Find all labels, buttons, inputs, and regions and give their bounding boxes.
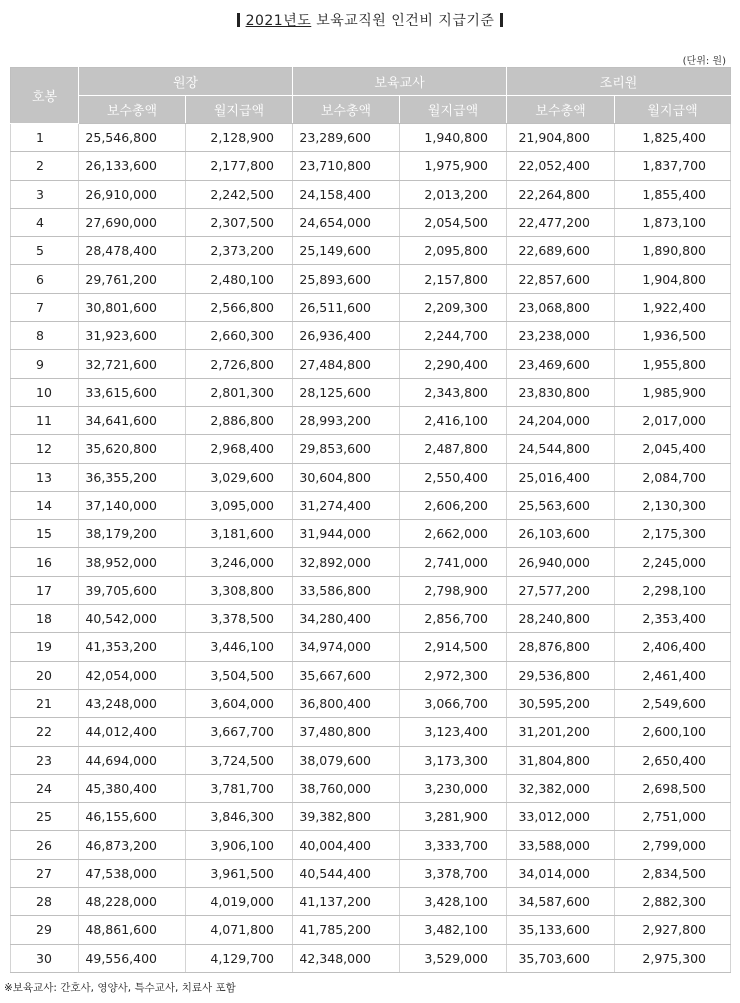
cell-director-total: 34,641,600 (79, 406, 186, 434)
cell-director-total: 47,538,000 (79, 859, 186, 887)
cell-teacher-total: 37,480,800 (293, 718, 400, 746)
cell-director-total: 44,012,400 (79, 718, 186, 746)
cell-hobong: 2 (11, 152, 79, 180)
cell-teacher-total: 24,654,000 (293, 208, 400, 236)
cell-director-monthly: 3,095,000 (186, 491, 293, 519)
cell-teacher-total: 38,760,000 (293, 774, 400, 802)
cell-cook-monthly: 2,175,300 (615, 520, 731, 548)
header-director-total: 보수총액 (79, 96, 186, 124)
cell-director-monthly: 3,446,100 (186, 633, 293, 661)
cell-director-monthly: 3,029,600 (186, 463, 293, 491)
cell-cook-total: 34,587,600 (507, 888, 615, 916)
cell-hobong: 15 (11, 520, 79, 548)
cell-teacher-monthly: 2,416,100 (400, 406, 507, 434)
cell-director-total: 43,248,000 (79, 689, 186, 717)
cell-cook-monthly: 2,298,100 (615, 576, 731, 604)
cell-hobong: 21 (11, 689, 79, 717)
cell-director-total: 40,542,000 (79, 605, 186, 633)
cell-cook-monthly: 1,904,800 (615, 265, 731, 293)
table-row (11, 633, 731, 661)
cell-cook-total: 21,904,800 (507, 124, 615, 152)
title-bar-right (500, 13, 503, 27)
table-row (11, 124, 731, 152)
cell-teacher-monthly: 2,606,200 (400, 491, 507, 519)
cell-teacher-total: 30,604,800 (293, 463, 400, 491)
cell-director-total: 38,179,200 (79, 520, 186, 548)
cell-director-monthly: 2,480,100 (186, 265, 293, 293)
title-text: 보육교직원 인건비 지급기준 (311, 13, 495, 29)
cell-hobong: 9 (11, 350, 79, 378)
cell-teacher-monthly: 3,529,000 (400, 944, 507, 972)
cell-hobong: 3 (11, 180, 79, 208)
cell-teacher-total: 23,710,800 (293, 152, 400, 180)
cell-hobong: 11 (11, 406, 79, 434)
table-row (11, 463, 731, 491)
cell-teacher-total: 41,785,200 (293, 916, 400, 944)
table-row (11, 208, 731, 236)
cell-teacher-total: 23,289,600 (293, 124, 400, 152)
cell-director-total: 32,721,600 (79, 350, 186, 378)
table-header (11, 68, 731, 124)
cell-cook-monthly: 2,549,600 (615, 689, 731, 717)
cell-cook-total: 27,577,200 (507, 576, 615, 604)
table-row (11, 378, 731, 406)
cell-teacher-monthly: 2,290,400 (400, 350, 507, 378)
header-teacher-monthly: 월지급액 (400, 96, 507, 124)
cell-director-monthly: 2,566,800 (186, 293, 293, 321)
cell-teacher-total: 35,667,600 (293, 661, 400, 689)
cell-cook-monthly: 2,975,300 (615, 944, 731, 972)
cell-director-monthly: 3,246,000 (186, 548, 293, 576)
cell-cook-monthly: 2,882,300 (615, 888, 731, 916)
cell-director-monthly: 3,604,000 (186, 689, 293, 717)
cell-teacher-monthly: 1,975,900 (400, 152, 507, 180)
table-row (11, 689, 731, 717)
cell-teacher-monthly: 2,798,900 (400, 576, 507, 604)
cell-director-total: 36,355,200 (79, 463, 186, 491)
cell-cook-monthly: 1,825,400 (615, 124, 731, 152)
cell-cook-total: 22,477,200 (507, 208, 615, 236)
cell-teacher-total: 39,382,800 (293, 803, 400, 831)
cell-cook-total: 23,068,800 (507, 293, 615, 321)
page-title (0, 10, 740, 30)
cell-director-monthly: 3,846,300 (186, 803, 293, 831)
table-row (11, 605, 731, 633)
cell-director-total: 45,380,400 (79, 774, 186, 802)
cell-cook-total: 30,595,200 (507, 689, 615, 717)
cell-teacher-monthly: 3,333,700 (400, 831, 507, 859)
cell-teacher-monthly: 2,741,000 (400, 548, 507, 576)
cell-cook-monthly: 2,698,500 (615, 774, 731, 802)
cell-cook-total: 35,133,600 (507, 916, 615, 944)
cell-teacher-total: 27,484,800 (293, 350, 400, 378)
cell-director-monthly: 3,378,500 (186, 605, 293, 633)
cell-cook-monthly: 2,084,700 (615, 463, 731, 491)
cell-teacher-monthly: 2,095,800 (400, 237, 507, 265)
cell-teacher-total: 31,944,000 (293, 520, 400, 548)
cell-cook-monthly: 2,245,000 (615, 548, 731, 576)
cell-teacher-monthly: 2,662,000 (400, 520, 507, 548)
cell-cook-monthly: 2,017,000 (615, 406, 731, 434)
cell-teacher-monthly: 2,343,800 (400, 378, 507, 406)
cell-cook-total: 22,689,600 (507, 237, 615, 265)
cell-teacher-monthly: 3,281,900 (400, 803, 507, 831)
cell-hobong: 5 (11, 237, 79, 265)
cell-cook-total: 25,016,400 (507, 463, 615, 491)
cell-hobong: 24 (11, 774, 79, 802)
cell-hobong: 13 (11, 463, 79, 491)
cell-cook-monthly: 1,855,400 (615, 180, 731, 208)
cell-cook-total: 33,588,000 (507, 831, 615, 859)
cell-teacher-monthly: 3,482,100 (400, 916, 507, 944)
cell-hobong: 23 (11, 746, 79, 774)
cell-hobong: 8 (11, 322, 79, 350)
cell-teacher-monthly: 2,550,400 (400, 463, 507, 491)
header-director-monthly: 월지급액 (186, 96, 293, 124)
table-row (11, 774, 731, 802)
cell-cook-monthly: 2,834,500 (615, 859, 731, 887)
cell-director-monthly: 2,726,800 (186, 350, 293, 378)
cell-hobong: 22 (11, 718, 79, 746)
cell-teacher-total: 25,893,600 (293, 265, 400, 293)
cell-director-monthly: 4,071,800 (186, 916, 293, 944)
cell-cook-total: 28,240,800 (507, 605, 615, 633)
cell-director-total: 41,353,200 (79, 633, 186, 661)
cell-teacher-total: 36,800,400 (293, 689, 400, 717)
cell-cook-total: 22,857,600 (507, 265, 615, 293)
cell-director-total: 46,873,200 (79, 831, 186, 859)
cell-director-monthly: 2,242,500 (186, 180, 293, 208)
cell-director-total: 35,620,800 (79, 435, 186, 463)
cell-hobong: 25 (11, 803, 79, 831)
cell-director-total: 48,228,000 (79, 888, 186, 916)
cell-hobong: 26 (11, 831, 79, 859)
cell-director-monthly: 3,504,500 (186, 661, 293, 689)
cell-director-total: 30,801,600 (79, 293, 186, 321)
cell-cook-total: 35,703,600 (507, 944, 615, 972)
cell-director-monthly: 2,128,900 (186, 124, 293, 152)
cell-cook-monthly: 1,873,100 (615, 208, 731, 236)
cell-director-total: 31,923,600 (79, 322, 186, 350)
cell-teacher-total: 38,079,600 (293, 746, 400, 774)
title-bar-left (237, 13, 240, 27)
cell-hobong: 28 (11, 888, 79, 916)
cell-director-monthly: 2,886,800 (186, 406, 293, 434)
cell-cook-monthly: 1,837,700 (615, 152, 731, 180)
cell-director-total: 37,140,000 (79, 491, 186, 519)
cell-teacher-total: 42,348,000 (293, 944, 400, 972)
cell-director-monthly: 3,906,100 (186, 831, 293, 859)
cell-director-monthly: 2,307,500 (186, 208, 293, 236)
cell-cook-monthly: 1,985,900 (615, 378, 731, 406)
table-row (11, 520, 731, 548)
cell-hobong: 29 (11, 916, 79, 944)
cell-director-total: 38,952,000 (79, 548, 186, 576)
cell-teacher-monthly: 2,157,800 (400, 265, 507, 293)
cell-director-total: 26,133,600 (79, 152, 186, 180)
cell-cook-total: 26,103,600 (507, 520, 615, 548)
cell-teacher-total: 24,158,400 (293, 180, 400, 208)
cell-director-total: 44,694,000 (79, 746, 186, 774)
table-row (11, 406, 731, 434)
cell-cook-monthly: 2,130,300 (615, 491, 731, 519)
cell-director-monthly: 2,373,200 (186, 237, 293, 265)
table-row (11, 237, 731, 265)
title-year: 2021년도 (245, 13, 312, 29)
header-cook-monthly: 월지급액 (615, 96, 731, 124)
cell-director-total: 48,861,600 (79, 916, 186, 944)
header-hobong: 호봉 (11, 68, 79, 124)
cell-teacher-monthly: 3,378,700 (400, 859, 507, 887)
cell-cook-total: 28,876,800 (507, 633, 615, 661)
cell-hobong: 19 (11, 633, 79, 661)
cell-director-total: 46,155,600 (79, 803, 186, 831)
cell-cook-total: 23,469,600 (507, 350, 615, 378)
cell-teacher-monthly: 2,244,700 (400, 322, 507, 350)
cell-teacher-monthly: 3,428,100 (400, 888, 507, 916)
cell-cook-monthly: 1,890,800 (615, 237, 731, 265)
cell-cook-total: 22,264,800 (507, 180, 615, 208)
cell-cook-total: 31,201,200 (507, 718, 615, 746)
cell-hobong: 12 (11, 435, 79, 463)
cell-cook-monthly: 2,927,800 (615, 916, 731, 944)
cell-cook-total: 26,940,000 (507, 548, 615, 576)
table-row (11, 491, 731, 519)
cell-cook-total: 24,204,000 (507, 406, 615, 434)
cell-teacher-monthly: 3,173,300 (400, 746, 507, 774)
table-row (11, 803, 731, 831)
cell-cook-monthly: 2,353,400 (615, 605, 731, 633)
cell-teacher-total: 28,125,600 (293, 378, 400, 406)
cell-director-monthly: 2,968,400 (186, 435, 293, 463)
cell-director-total: 29,761,200 (79, 265, 186, 293)
cell-hobong: 17 (11, 576, 79, 604)
cell-teacher-monthly: 2,209,300 (400, 293, 507, 321)
table-row (11, 293, 731, 321)
table-row (11, 859, 731, 887)
cell-cook-monthly: 1,936,500 (615, 322, 731, 350)
cell-hobong: 16 (11, 548, 79, 576)
cell-teacher-total: 40,544,400 (293, 859, 400, 887)
table-row (11, 831, 731, 859)
cell-cook-monthly: 2,799,000 (615, 831, 731, 859)
table-row (11, 746, 731, 774)
cell-hobong: 14 (11, 491, 79, 519)
cell-cook-total: 31,804,800 (507, 746, 615, 774)
cell-cook-total: 24,544,800 (507, 435, 615, 463)
cell-cook-monthly: 2,461,400 (615, 661, 731, 689)
header-group-cook: 조리원 (507, 68, 731, 96)
cell-hobong: 4 (11, 208, 79, 236)
cell-cook-total: 22,052,400 (507, 152, 615, 180)
cell-director-monthly: 3,667,700 (186, 718, 293, 746)
cell-hobong: 1 (11, 124, 79, 152)
table-body (11, 124, 731, 973)
cell-teacher-total: 28,993,200 (293, 406, 400, 434)
cell-director-monthly: 2,660,300 (186, 322, 293, 350)
cell-director-monthly: 3,781,700 (186, 774, 293, 802)
table-row (11, 180, 731, 208)
table-row (11, 435, 731, 463)
cell-teacher-total: 34,974,000 (293, 633, 400, 661)
cell-hobong: 30 (11, 944, 79, 972)
cell-cook-total: 33,012,000 (507, 803, 615, 831)
cell-hobong: 7 (11, 293, 79, 321)
cell-hobong: 20 (11, 661, 79, 689)
cell-teacher-total: 31,274,400 (293, 491, 400, 519)
cell-cook-total: 34,014,000 (507, 859, 615, 887)
cell-teacher-total: 34,280,400 (293, 605, 400, 633)
cell-teacher-total: 32,892,000 (293, 548, 400, 576)
table-row (11, 916, 731, 944)
cell-teacher-monthly: 2,487,800 (400, 435, 507, 463)
table-row (11, 322, 731, 350)
table-row (11, 888, 731, 916)
header-group-director: 원장 (79, 68, 293, 96)
cell-cook-total: 23,830,800 (507, 378, 615, 406)
cell-cook-monthly: 2,045,400 (615, 435, 731, 463)
cell-teacher-total: 29,853,600 (293, 435, 400, 463)
cell-director-total: 27,690,000 (79, 208, 186, 236)
cell-cook-total: 23,238,000 (507, 322, 615, 350)
cell-teacher-total: 26,936,400 (293, 322, 400, 350)
cell-teacher-monthly: 1,940,800 (400, 124, 507, 152)
cell-teacher-monthly: 2,914,500 (400, 633, 507, 661)
cell-director-total: 49,556,400 (79, 944, 186, 972)
cell-teacher-monthly: 3,230,000 (400, 774, 507, 802)
table-row (11, 548, 731, 576)
cell-director-monthly: 2,801,300 (186, 378, 293, 406)
cell-director-monthly: 2,177,800 (186, 152, 293, 180)
table-row (11, 661, 731, 689)
cell-director-total: 25,546,800 (79, 124, 186, 152)
cell-cook-monthly: 2,751,000 (615, 803, 731, 831)
cell-director-total: 33,615,600 (79, 378, 186, 406)
cell-teacher-total: 25,149,600 (293, 237, 400, 265)
cell-teacher-monthly: 3,123,400 (400, 718, 507, 746)
cell-director-total: 28,478,400 (79, 237, 186, 265)
cell-director-monthly: 3,961,500 (186, 859, 293, 887)
table-row (11, 576, 731, 604)
cell-director-monthly: 3,724,500 (186, 746, 293, 774)
cell-cook-monthly: 1,922,400 (615, 293, 731, 321)
table-row (11, 152, 731, 180)
cell-teacher-monthly: 2,054,500 (400, 208, 507, 236)
cell-cook-monthly: 2,600,100 (615, 718, 731, 746)
cell-cook-monthly: 2,406,400 (615, 633, 731, 661)
cell-director-monthly: 4,019,000 (186, 888, 293, 916)
cell-hobong: 6 (11, 265, 79, 293)
unit-label: (단위: 원) (682, 56, 726, 67)
cell-hobong: 18 (11, 605, 79, 633)
header-teacher-total: 보수총액 (293, 96, 400, 124)
footnote: ※보육교사: 간호사, 영양사, 특수교사, 치료사 포함 (4, 982, 236, 994)
cell-teacher-monthly: 3,066,700 (400, 689, 507, 717)
cell-teacher-monthly: 2,013,200 (400, 180, 507, 208)
cell-teacher-total: 26,511,600 (293, 293, 400, 321)
cell-teacher-monthly: 2,972,300 (400, 661, 507, 689)
wage-table (10, 67, 731, 973)
cell-teacher-monthly: 2,856,700 (400, 605, 507, 633)
table-row (11, 265, 731, 293)
cell-cook-total: 32,382,000 (507, 774, 615, 802)
table-row (11, 944, 731, 972)
cell-director-total: 26,910,000 (79, 180, 186, 208)
cell-cook-monthly: 1,955,800 (615, 350, 731, 378)
cell-director-monthly: 3,308,800 (186, 576, 293, 604)
table-row (11, 718, 731, 746)
cell-teacher-total: 40,004,400 (293, 831, 400, 859)
cell-cook-total: 29,536,800 (507, 661, 615, 689)
cell-cook-monthly: 2,650,400 (615, 746, 731, 774)
header-cook-total: 보수총액 (507, 96, 615, 124)
cell-teacher-total: 41,137,200 (293, 888, 400, 916)
cell-hobong: 10 (11, 378, 79, 406)
cell-cook-total: 25,563,600 (507, 491, 615, 519)
cell-hobong: 27 (11, 859, 79, 887)
cell-teacher-total: 33,586,800 (293, 576, 400, 604)
cell-director-monthly: 4,129,700 (186, 944, 293, 972)
cell-director-total: 42,054,000 (79, 661, 186, 689)
cell-director-total: 39,705,600 (79, 576, 186, 604)
header-group-teacher: 보육교사 (293, 68, 507, 96)
table-row (11, 350, 731, 378)
cell-director-monthly: 3,181,600 (186, 520, 293, 548)
